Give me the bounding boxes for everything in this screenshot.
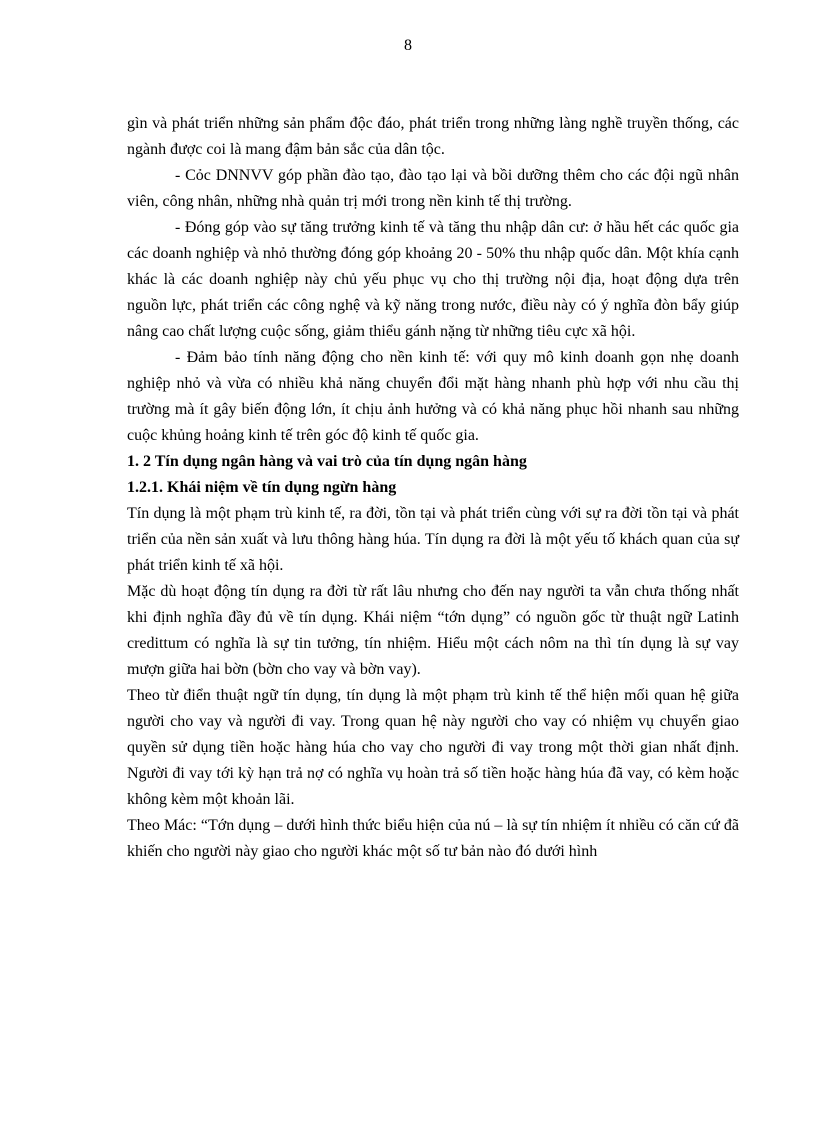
paragraph: Mặc dù hoạt động tín dụng ra đời từ rất lâu nhưng cho đến nay người ta vẫn chưa thống nhất khi định nghĩa đầy đủ về tín dụng. Khái niệm “tớn dụng” có nguồn gốc từ thuật ngữ Latinh credittum có nghĩa là sự tin tưởng, tín nhiệm. Hiểu một cách nôm na thì tín dụng là sự vay mượn giữa hai bờn (bờn cho vay và bờn vay). <box>127 583 739 678</box>
section-heading: 1. 2 Tín dụng ngân hàng và vai trò của tín dụng ngân hàng <box>127 453 527 470</box>
document-body <box>127 111 739 865</box>
page-number: 8 <box>404 37 412 54</box>
paragraph: Theo từ điển thuật ngữ tín dụng, tín dụng là một phạm trù kinh tế thể hiện mối quan hệ giữa người cho vay và người đi vay. Trong quan hệ này người cho vay có nhiệm vụ chuyển giao quyền sử dụng tiền hoặc hàng húa cho vay cho người đi vay trong một thời gian nhất định. Người đi vay tới kỳ hạn trả nợ có nghĩa vụ hoàn trả số tiền hoặc hàng húa đã vay, có kèm hoặc không kèm một khoản lãi. <box>127 687 739 808</box>
subsection-heading: 1.2.1. Khái niệm về tín dụng ngừn hàng <box>127 479 397 496</box>
paragraph: - Cỏc DNNVV góp phần đào tạo, đào tạo lại và bồi dưỡng thêm cho các đội ngũ nhân viên, công nhân, những nhà quản trị mới trong nền kinh tế thị trường. <box>127 167 739 210</box>
paragraph: - Đảm bảo tính năng động cho nền kinh tế: với quy mô kinh doanh gọn nhẹ doanh nghiệp nhỏ và vừa có nhiều khả năng chuyển đổi mặt hàng nhanh phù hợp với nhu cầu thị trường mà ít gây biến động lớn, ít chịu ảnh hưởng và có khả năng phục hồi nhanh sau những cuộc khủng hoảng kinh tế trên góc độ kinh tế quốc gia. <box>127 349 739 444</box>
paragraph: - Đóng góp vào sự tăng trưởng kinh tế và tăng thu nhập dân cư: ở hầu hết các quốc gia các doanh nghiệp và nhỏ thường đóng góp khoảng 20 - 50% thu nhập quốc dân. Một khía cạnh khác là các doanh nghiệp này chủ yếu phục vụ cho thị trường nội địa, hoạt động dựa trên nguồn lực, phát triển các công nghệ và kỹ năng trong nước, điều này có ý nghĩa đòn bẩy giúp nâng cao chất lượng cuộc sống, giảm thiểu gánh nặng từ những tiêu cực xã hội. <box>127 219 739 340</box>
paragraph: Theo Mác: “Tớn dụng – dưới hình thức biểu hiện của nú – là sự tín nhiệm ít nhiều có căn cứ đã khiến cho người này giao cho người khác một số tư bản nào đó dưới hình <box>127 817 739 860</box>
paragraph: gìn và phát triển những sản phẩm độc đáo, phát triển trong những làng nghề truyền thống, các ngành được coi là mang đậm bản sắc của dân tộc. <box>127 115 739 158</box>
paragraph: Tín dụng là một phạm trù kinh tế, ra đời, tồn tại và phát triển cùng với sự ra đời tồn tại và phát triển của nền sản xuất và lưu thông hàng húa. Tín dụng ra đời là một yếu tố khách quan của sự phát triển kinh tế xã hội. <box>127 505 739 574</box>
